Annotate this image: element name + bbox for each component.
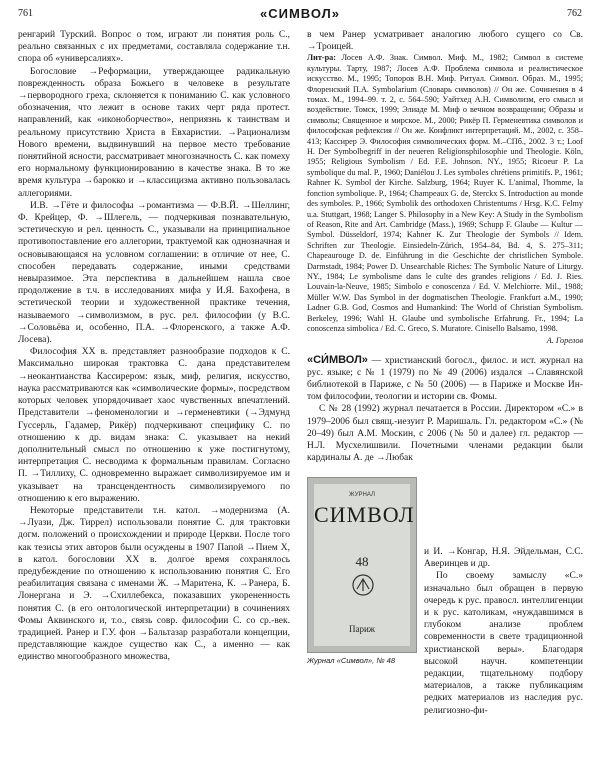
running-title: «СИМВОЛ» xyxy=(260,6,340,21)
cover-number: 48 xyxy=(355,554,369,569)
page-number-left: 761 xyxy=(18,8,33,19)
right-column xyxy=(307,29,583,464)
cover-label: ЖУРНАЛ xyxy=(349,492,375,498)
entry-paragraph xyxy=(307,354,583,404)
paragraph: в чем Ранер усматривает аналогию любого сущего со Св. →Троицей. xyxy=(307,30,583,53)
literature-label: Лит-ра: xyxy=(307,53,336,63)
entry-paragraph-3: По своему замыслу «С.» изначально был обращен в первую очередь к рус. правосл. интеллигенции и к рус. католикам, «нуждавшимся в глубоком анализе проблем современности в свете традиционной христианской веры». Благодаря высокой научн. компетенции редакции, тщательному подбору материалов, а также публикациям редких материалов из наследия рус. религиозно-фи- xyxy=(424,571,583,716)
emblem-icon xyxy=(352,574,374,596)
figure-caption: Журнал «Символ», № 48 xyxy=(307,656,396,665)
paragraph: И.В. →Гёте и философы →романтизма — Ф.В.Й. →Шеллинг, Ф. Крейцер, Ф. →Шлегель, — подчеркивая познавательную, эстетическую и рел. ценность С., указывали на принципиальное противопоставление его аллегории, трактуемой как однозначная и основывающаяся на условном соглашении: в отличие от нее, С. способен передавать содержание, иными средствами невыразимое. Эта перспектива в дальнейшем нашла свое продолжение в т.ч. в исследованиях мифа у И.Я. Бахофена, в эстетической теории и художественной практике течения, называемого →символизмом, в рус. рел. философии (у В.С. →Соловьёва и, особенно, П.А. →Флоренского, а также А.Ф. Лосева). xyxy=(18,200,290,346)
paragraph: Некоторые представители т.н. катол. →модернизма (А. →Луази, Дж. Тиррел) использовали понятие С. для трактовки догм. положений о происхождении и природе Церкви. После того как тезисы этих авторов были осуждены в 1907 Папой →Пием X, в катол. богословии XX в. долгое время сохранялось предубеждение по отношению к использованию понятия С. Его реабилитация связана с именами Ж. →Маритена, К. →Ранера, Б. Лонергана и Э. →Схиллебекса, показавших укорененность понятия С. (в его онтологической интерпретации) в сочинениях Фомы Аквинского и, т.о., связь совр. философии С. со ср.-век. традицией. Ранер и Г.У. фон →Бальтазар разработали концепции, представляющие каждое существо как С., а именно — как единство многообразного множества, xyxy=(18,505,290,663)
journal-cover-figure xyxy=(307,477,417,665)
cover-title: СИМВОЛ xyxy=(314,502,415,527)
article-author: А. Горелов xyxy=(546,336,583,346)
paragraph: ренгарий Турский. Вопрос о том, играют ли понятия роль С., реально связанных с их предметами, составляла содержание т.н. спора об «универсалиях». xyxy=(18,30,290,65)
page-number-right: 762 xyxy=(567,8,582,19)
literature-text: Лосев А.Ф. Знак. Символ. Миф. М., 1982; Символ в системе культуры. Тарту, 1987; Лосев А.Ф. Проблема символа и реалистическое искусство. М., 1995; Топоров В.Н. Миф. Ритуал. Символ. Образ. М., 1995; Флоренский П.А. Symbolarium (Словарь символов) // Он же. Сочинения в 4 томах. М., 1994–99. т. 2, с. 564–590; Уайтхед А.Н. Символизм, его смысл и воздействие. Томск, 1999; Элиаде М. Миф о вечном возвращении; Образы и символы; Священное и мирское. М., 2000; Рикёр П. Герменевтика символов и философская рефлексия // Он же. Конфликт интерпретаций. М., 2002, с. 358–413; Кассирер Э. Философия символических форм. М.–СПб., 2002. 3 т.; Loof H. Der Symbolbegriff in der neueren Religionsphilosophie und Theologie. Köln, 1955; Religious Symbolism / Ed. F.E. Johnson. NY., 1955; Ricoeur P. La symbolique du mal. P., 1960; Daniélou J. Les symboles chrétiens primitifs. P., 1961; Rahner K. Symbol der Kirche. Salzburg, 1964; Ruyer K. L'animal, l'homme, la fonction symbolique. P., 1964; Champeaux G. de, Sterckx S. Introduction au monde des symboles. P., 1966; Symbolik des orthodoxen Christentums / Hrsg. K.C. Felmy u.a. Stuttgart, 1968; Langer S. Philosophy in a New Key: A Study in the Symbolism of Reason, Rite and Art. Cambridge (Mass.), 1969; Schupp F. Glaube — Kultur — Symbol. Düsseldorf, 1974; Kahner K. Zur Theologie der Symbols // Idem. Schriften zur Theologie. Einsiedeln-Zürich, 1954–84, Bd. 4, S. 275–311; Chapeaurouge D. de. Einführung in die Geschichte der christlichen Symbole. Darmstadt, 1984; Power D. Unsearchable Riches: The Symbolic Nature of Liturgy. NY., 1984; Le symbolisme dans le culte des grandes religions / Ed. J. Ries. Louvain-la-Neuve, 1985; Simbolo e conoscenza / Ed. V. Melchiorre. Mil., 1988; Müller W.W. Das Symbol in der dogmatischen Theologie. Frankfurt a.M., 1990; Ladner G.B. God, Cosmos and Humankind: The World of Christian Symbolism. Berkeley, 1996; Wahl H. Glaube und symbolische Erfahrung. Fr., 1994; La conoscenza simbolica / Ed. C. Greco, S. Muratore. Cinisello Balsamo, 1998. xyxy=(307,53,584,333)
journal-cover-image xyxy=(307,477,417,653)
entry-text: — христианский богосл., филос. и ист. журнал на рус. языке; с № 1 (1979) по № 49 (2006) издался →Славянской библиотекой в Париже, с № 50 (2006) — в Париже и Москве Ин-том философии, теологии и истории св. Фомы. xyxy=(307,355,583,403)
entry-paragraph-2: С № 28 (1992) журнал печатается в России. Директором «С.» в 1979–2006 был свящ.-иезуит Р. Маришаль. Гл. редактором «С.» (№ 20–49) был А.М. Моcкин, с 2006 (№ 50 и далее) гл. редактор — Н.Л. Мусхелишвили. Почетными членами редакции были кардиналы А. де →Любак xyxy=(307,404,583,464)
wrap-column xyxy=(424,546,583,717)
literature-list xyxy=(307,53,583,334)
paragraph: Философия XX в. представляет разнообразие подходов к С. Максимально широкая трактовка С. дана представителем →неокантианства Кассирером: язык, миф, религия, искусство, наука рассматриваются как «символические формы», посредством которых человек упорядочивает хаос чувственных впечатлений. Представители →феноменологии и →герменевтики (→Эдмунд Гуссерль, Гадамер, Рикёр) подчеркивают специфику С. по отношению к др. видам знака: С. указывает на некий дополнительный смысл по отношению к уже постигнутому, интерпретация С. несводима к формальным правилам. Согласно П. →Тиллиху, С. одновременно выражает символизируемое им и указывает на трансцендентность символизируемого по отношению к его выражению. xyxy=(18,347,290,504)
entry-headword: «СИ́МВОЛ» xyxy=(307,353,368,366)
page-header xyxy=(18,6,582,24)
left-column xyxy=(18,29,290,664)
paragraph: Богословие →Реформации, утверждающее радикальную поврежденность образа Божьего в человеке в результате →первородного греха, склоняется к пониманию С. как условного обозначения, что лежит в основе таких черт ряда протест. направлений, как «иконоборчество», неприязнь к таинствам и реальному присутствию Христа в Евхаристии. →Рационализм Нового времени, выдвинувший на первое место требование понятийной ясности, рассматривает многозначность С. как помеху его нормальному функционированию в качестве знака. В то же время культура →барокко и →классицизма активно пользовалась аллегориями. xyxy=(18,66,290,199)
cover-city: Париж xyxy=(348,624,376,634)
wrap-lines: и И. →Конгар, Н.Я. Эйдельман, С.С. Аверинцев и др. xyxy=(424,547,583,570)
